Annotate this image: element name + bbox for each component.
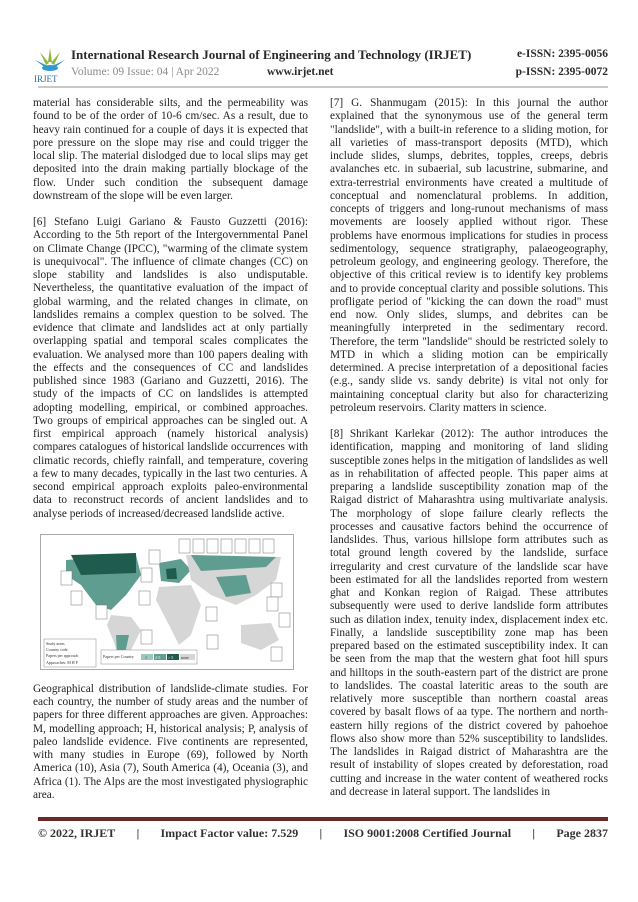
legend-label-none: none bbox=[181, 654, 189, 660]
impact-factor: Impact Factor value: 7.529 bbox=[160, 826, 299, 840]
e-issn: e-ISSN: 2395-0056 bbox=[516, 48, 608, 60]
right-column bbox=[330, 97, 608, 812]
header-divider bbox=[38, 86, 608, 88]
journal-title: International Research Journal of Engineering and Technology (IRJET) bbox=[71, 47, 472, 62]
separator: | bbox=[136, 826, 140, 840]
legend-title: Papers per Country bbox=[103, 653, 134, 659]
legend-label-1: 1 bbox=[145, 654, 147, 660]
figure-caption: Geographical distribution of landslide-climate studies. For each country, the number of study areas and the number of papers for three different approaches are given. Approaches: M, modelling approach; H, historical analysis; P, analysis of paleo landslide evidence. Five continents are represented, with many studies in Europe (69), followed by North America (10), Asia (7), South America (4), Oceania (3), and Africa (1). The Alps are the most investigated physiographic area. bbox=[33, 682, 308, 801]
copyright: © 2022, IRJET bbox=[38, 826, 116, 840]
svg-text:IRJET: IRJET bbox=[34, 74, 58, 84]
p-issn: p-ISSN: 2395-0072 bbox=[515, 66, 608, 78]
key-country-code: Country code bbox=[46, 646, 68, 652]
paragraph: material has considerable silts, and the permeability was found to be of the order of 10-6 cm/sec. As a result, due to heavy rain continued for a couple of days it is expected that pore pressure on the slope may rise and could trigger the local slip. The material dislodged due to local slips may get deposited into the drain making partially blockage of the flow. Under such condition the subsequent damage downstream of the slope will be even larger. bbox=[33, 97, 308, 202]
paragraph-ref-8: [8] Shrikant Karlekar (2012): The author introduces the identification, mapping and monitoring of land sliding susceptible zones helps in the mitigation of landslides as well as in rehabilitation of affected people. This paper aims at preparing a landslide susceptibility zonation map of the Raigad district of Maharashtra using multivariate analysis. The morphology of slope failure clearly reflects the processes and causative factors behind the occurrence of landslides. Thus, various hillslope form attributes such as total ground length covered by the landslide, surface irregularity and crest curvature of the landslide scar have been estimated for all the landslides reported from western ghat and Konkan region of Raigad. These attributes subsequently were used to derive landslide form attributes such as dilation index, tenuity index, displacement index etc. Finally, a landslide susceptibility zone map has been prepared based on the estimated susceptibility index. It can be seen from the map that the western ghat foot hill spurs and hilltops in the south-eastern part of the district are prone to landslides. The coastal lateritic areas to the south are relatively more susceptible than northern coastal areas covered by basalt flows of aa type. The northern and north-eastern hilly regions of the district covered by pahoehoe flows also show more than 52% susceptibility to landslides. The landslides in Raigad district of Maharashtra are the result of instability of slopes created by deforestation, road cutting and increase in the water content of weathered rocks and decrease in lateral support. The landslides in bbox=[330, 428, 608, 798]
paragraph-ref-7: [7] G. Shanmugam (2015): In this journal the author explained that the synonymous use of the general term "landslide", with a built-in reference to a sliding motion, for all varieties of mass-transport deposits (MTD), which include slides, slumps, debrites, topples, creeps, debris avalanches etc. in subaerial, sub lacustrine, submarine, and extra-terrestrial environments have created a multitude of conceptual and nomenclatural problems. In addition, concepts of triggers and long-runout mechanisms of mass movements are loosely applied without rigor. These problems have enormous implications for studies in process sedimentology, sequence stratigraphy, palaeogeography, petroleum geology, and engineering geology. Therefore, the objective of this critical review is to identify key problems and to provide conceptual clarity and possible solutions. This profligate period of "kicking the can down the road" must end now. Only slides, slumps, and debrites can be meaningfully interpreted in the sedimentary record. Therefore, the term "landslide" should be restricted solely to MTD in which a sliding motion can be empirically determined. A precise interpretation of a depositional facies (e.g., sandy slide vs. sandy debrite) is vital not only for maintaining conceptual clarity but also for characterizing petroleum reservoirs. Clarity matters in science. bbox=[330, 97, 608, 414]
legend-swatch-1 bbox=[141, 654, 153, 660]
footer-divider bbox=[38, 817, 608, 821]
legend-label-2-5: 2-5 bbox=[155, 654, 161, 660]
canada bbox=[71, 553, 136, 575]
page-header bbox=[33, 44, 608, 84]
key-approaches: Approaches: M H P bbox=[46, 659, 78, 665]
separator: | bbox=[319, 826, 323, 840]
irjet-logo bbox=[33, 44, 67, 84]
page-number: Page 2837 bbox=[556, 826, 608, 840]
legend-label-over-5: > 5 bbox=[168, 654, 174, 660]
journal-website[interactable]: www.irjet.net bbox=[267, 66, 334, 78]
world-map-figure bbox=[40, 534, 294, 670]
paragraph-ref-6: [6] Stefano Luigi Gariano & Fausto Guzzetti (2016): According to the 5th report of the Intergovernmental Panel on Climate Change (IPCC), "warming of the climate system is unequivocal". The influence of climate changes (CC) on slope stability and landslides is also undisputable. Nevertheless, the quantitative evaluation of the impact of global warming, and the related changes in climate, on landslides remains a complex question to be solved. The evidence that climate and landslides act at only partially overlapping spatial and temporal scales complicates the evaluation. We analysed more than 100 papers dealing with the effects and the consequences of CC and landslides published since 1983 (Gariano and Guzzetti, 2016). The study of the impacts of CC on landslides is attempted adopting modelling, empirical, or combined approaches. Two groups of empirical approaches can be singled out. A first empirical approach (namely historical analysis) compares catalogues of historical landslide occurrences with climatic records, chiefly rainfall, and temperature, covering a few to many decades, typically in the last two centuries. A second empirical approach exploits paleo-environmental data to reconstruct records of ancient landslides and to analyse periods of increased/decreased landslide active. bbox=[33, 216, 308, 520]
separator: | bbox=[532, 826, 536, 840]
left-column bbox=[33, 97, 308, 815]
key-study-areas: Study areas bbox=[46, 640, 65, 646]
page-footer bbox=[38, 826, 608, 841]
volume-issue: Volume: 09 Issue: 04 | Apr 2022 bbox=[71, 66, 220, 78]
key-papers-per-approach: Papers per approach bbox=[46, 652, 79, 658]
alps-region bbox=[166, 568, 177, 579]
iso-certification: ISO 9001:2008 Certified Journal bbox=[343, 826, 512, 840]
